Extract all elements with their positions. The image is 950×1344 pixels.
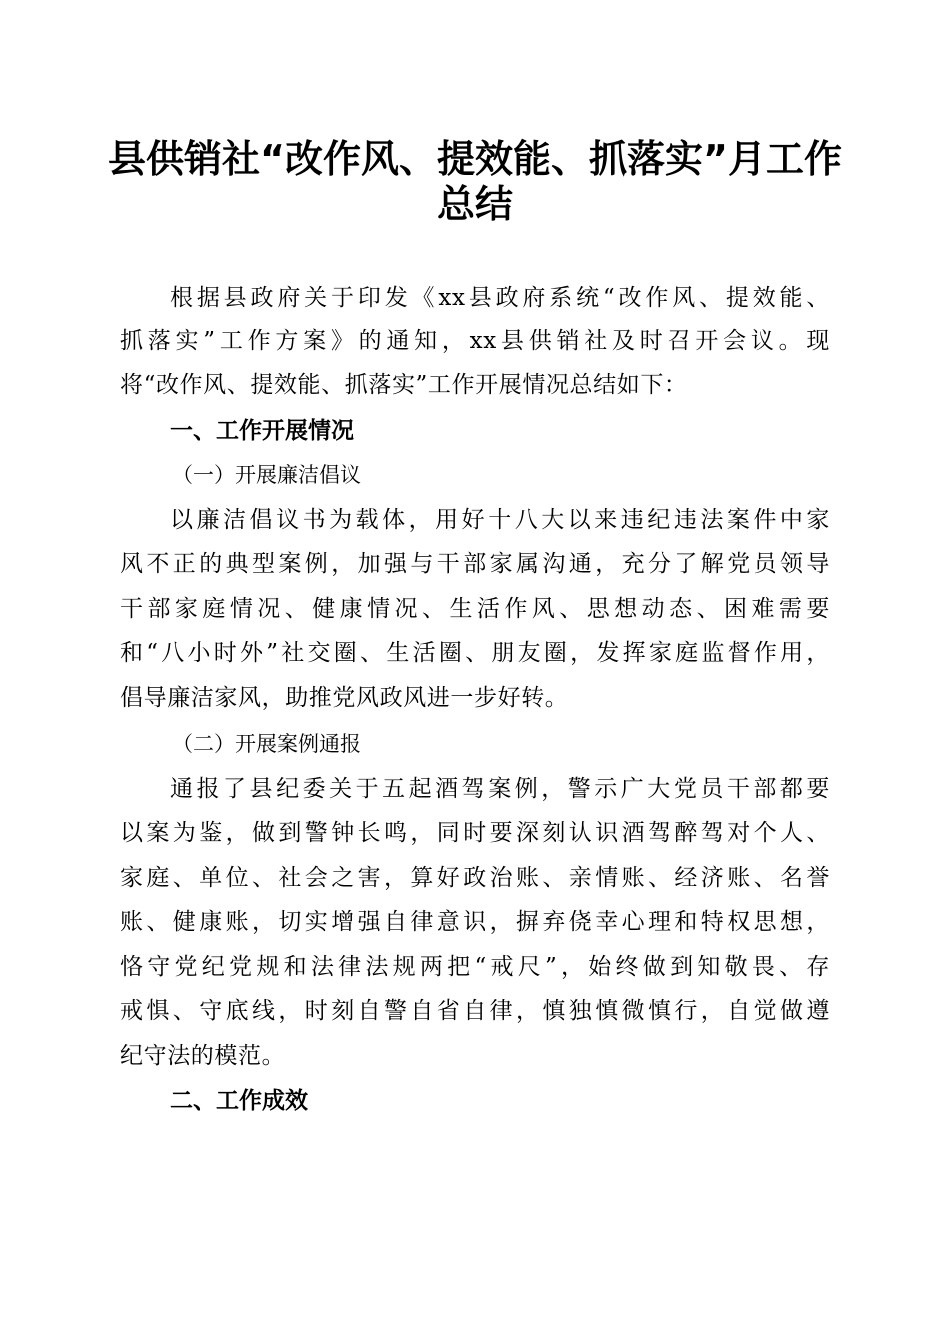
section-1-sub-1-heading: （一）开展廉洁倡议 [172,463,361,487]
section-1-heading: 一、工作开展情况 [170,418,354,444]
sub-1-line-1: 以廉洁倡议书为载体，用好十八大以来违纪违法案件中家 [170,507,830,533]
sub-1-line-2: 风不正的典型案例，加强与干部家属沟通，充分了解党员领导 [120,551,830,577]
section-1-sub-2-heading: （二）开展案例通报 [172,732,361,756]
document-title-line-2: 总结 [436,182,513,226]
sub-1-line-4: 和“八小时外”社交圈、生活圈、朋友圈，发挥家庭监督作用， [120,640,830,666]
section-2-heading: 二、工作成效 [170,1088,308,1114]
sub-2-line-5: 恪守党纪党规和法律法规两把“戒尺”，始终做到知敬畏、存 [120,954,830,980]
sub-1-line-3: 干部家庭情况、健康情况、生活作风、思想动态、困难需要 [120,596,830,622]
document-title-line-1: 县供销社“改作风、提效能、抓落实”月工作 [108,137,842,181]
intro-line-3: 将“改作风、提效能、抓落实”工作开展情况总结如下： [120,372,688,398]
sub-2-line-6: 戒惧、守底线，时刻自警自省自律，慎独慎微慎行，自觉做遵 [120,998,830,1024]
sub-1-line-5: 倡导廉洁家风，助推党风政风进一步好转。 [120,685,569,711]
sub-2-line-4: 账、健康账，切实增强自律意识，摒弃侥幸心理和特权思想， [120,909,830,935]
sub-2-line-1: 通报了县纪委关于五起酒驾案例，警示广大党员干部都要 [170,776,830,802]
sub-2-line-7: 纪守法的模范。 [120,1043,286,1069]
intro-line-2: 抓落实”工作方案》的通知，xx县供销社及时召开会议。现 [120,328,830,354]
sub-2-line-3: 家庭、单位、社会之害，算好政治账、亲情账、经济账、名誉 [120,865,830,891]
intro-line-1: 根据县政府关于印发《xx县政府系统“改作风、提效能、 [170,285,830,311]
sub-2-line-2: 以案为鉴，做到警钟长鸣，同时要深刻认识酒驾醉驾对个人、 [120,820,830,846]
